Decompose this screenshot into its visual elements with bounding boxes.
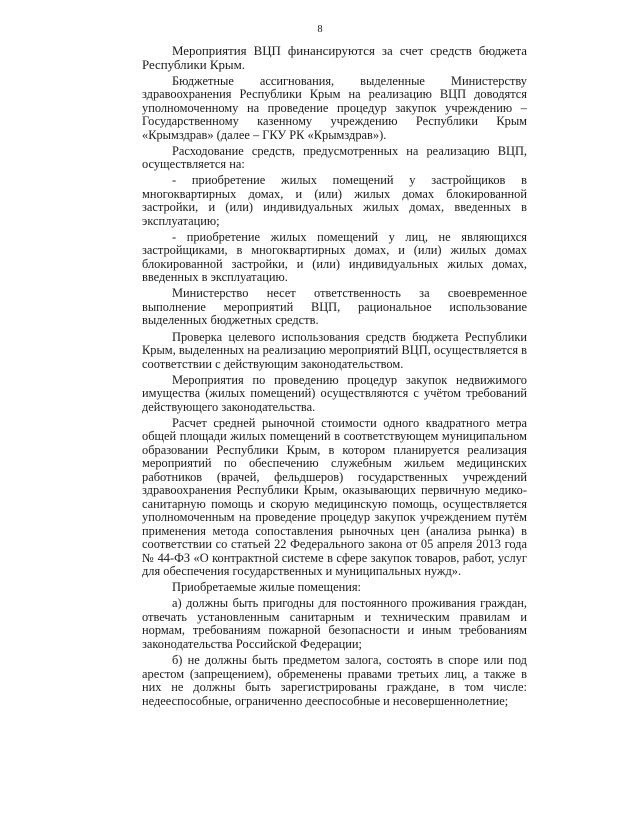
list-item-requirement-a: а) должны быть пригодны для постоянного проживания граждан, отвечать установленным санитарным и техническим правилам и нормам, требованиям пожарной безопасности и иным требованиям законодательства Российской Федерации; [142, 596, 527, 651]
document-body [142, 45, 527, 708]
paragraph-housing-requirements-intro: Приобретаемые жилые помещения: [172, 580, 361, 595]
paragraph-budget-allocations: Бюджетные ассигнования, выделенные Министерству здравоохранения Республики Крым на реализацию ВЦП доводятся уполномоченному на проведение процедур закупок учреждению – Государственному казенному учреждению Республики Крым «Крымздрав» (далее – ГКУ РК «Крымздрав»). [142, 73, 527, 142]
paragraph-financing: Мероприятия ВЦП финансируются за счет средств бюджета Республики Крым. [142, 44, 527, 72]
list-item-requirement-b: б) не должны быть предметом залога, состоять в споре или под арестом (запрещением), обременены правами третьих лиц, а также в них не должны быть зарегистрированы граждане, в том числе: недееспособные, ограниченно дееспособные и несовершеннолетние; [142, 653, 527, 708]
paragraph-spending-purposes: Расходование средств, предусмотренных на реализацию ВЦП, осуществляется на: [142, 143, 527, 172]
paragraph-procurement-procedures: Мероприятия по проведению процедур закупок недвижимого имущества (жилых помещений) осуществляются с учётом требований действующего законодательства. [142, 372, 527, 414]
list-item-purchase-from-non-developers: - приобретение жилых помещений у лиц, не являющихся застройщиками, в многоквартирных домах, и (или) жилых домах блокированной застройки, и (или) индивидуальных жилых домах, введенных в эксплуатацию. [142, 229, 527, 285]
paragraph-ministry-responsibility: Министерство несет ответственность за своевременное выполнение мероприятий ВЦП, рациональное использование выделенных бюджетных средств. [142, 286, 527, 328]
list-item-purchase-from-developers: - приобретение жилых помещений у застройщиков в многоквартирных домах, и (или) жилых домах блокированной застройки, и (или) индивидуальных жилых домах, введенных в эксплуатацию; [142, 173, 527, 228]
page-number: 8 [317, 24, 323, 35]
paragraph-use-verification: Проверка целевого использования средств бюджета Республики Крым, выделенных на реализацию мероприятий ВЦП, осуществляется в соответствии с действующим законодательством. [142, 329, 527, 371]
paragraph-market-price-calculation: Расчет средней рыночной стоимости одного квадратного метра общей площади жилых помещений в соответствующем муниципальном образовании Республики Крым, в котором планируется реализация мероприятий по обеспечению служебным жильем медицинских работников (врачей, фельдшеров) государственных учреждений здравоохранения Республики Крым, оказывающих первичную медико-санитарную помощь и скорую медицинскую помощь, осуществляется уполномоченным на проведение процедур закупок учреждением путём применения метода сопоставления рыночных цен (анализа рынка) в соответствии со статьей 22 Федерального закона от 05 апреля 2013 года № 44-ФЗ «О контрактной системе в сфере закупок товаров, работ, услуг для обеспечения государственных и муниципальных нужд». [142, 415, 527, 579]
